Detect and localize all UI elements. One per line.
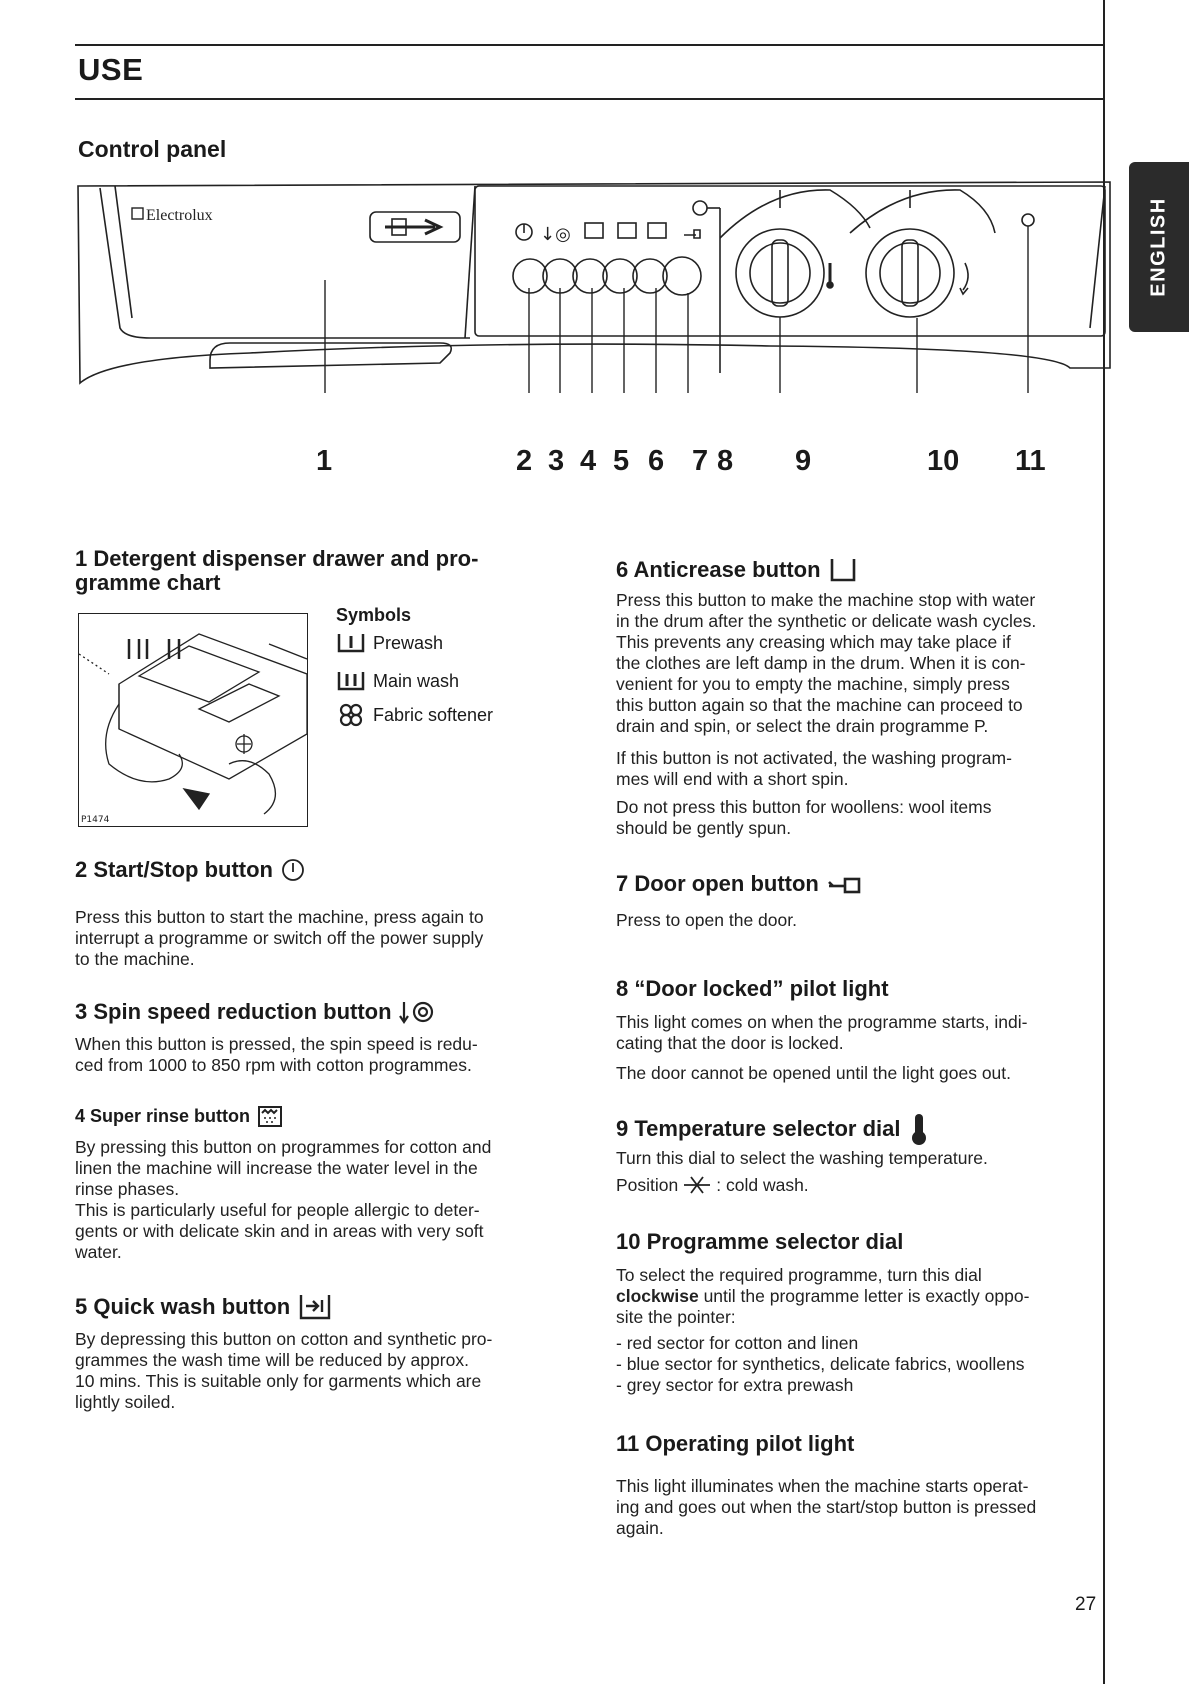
list-item: - grey sector for extra prewash xyxy=(616,1375,854,1395)
language-tab xyxy=(1129,162,1189,332)
quick-wash-icon xyxy=(298,1293,332,1321)
section-4-title: 4 Super rinse button xyxy=(75,1103,560,1129)
section-6-text-3: Do not press this button for woollens: wool items should be gently spun. xyxy=(616,797,992,838)
section-7-text: Press to open the door. xyxy=(616,910,797,930)
symbol-prewash: Prewash xyxy=(336,632,443,654)
section-8-text-2: The door cannot be opened until the light goes out. xyxy=(616,1063,1012,1083)
title-rule xyxy=(75,98,1105,100)
section-6-text: Press this button to make the machine stop with water in the drum after the synthetic or delicate wash cycles. This prevents any creasing which may take place if the clothes are left damp in the drum. When it is con- venient for you to empty the machine, simply press this button again so that the machine can proceed to drain and spin, or select the drain programme P. xyxy=(616,590,1037,736)
section-9-position: Position : cold wash. xyxy=(616,1174,809,1195)
symbol-fabric-softener: Fabric softener xyxy=(336,703,493,727)
main-wash-icon xyxy=(336,670,366,692)
callout-7: 7 xyxy=(692,445,709,477)
prewash-icon xyxy=(336,632,366,654)
callout-1: 1 xyxy=(316,445,333,477)
callout-11: 11 xyxy=(1015,445,1046,477)
callout-10: 10 xyxy=(927,445,960,477)
callout-5: 5 xyxy=(613,445,630,477)
language-tab-label: ENGLISH xyxy=(1147,197,1170,297)
callout-4: 4 xyxy=(580,445,597,477)
section-11-text: This light illuminates when the machine starts operat- ing and goes out when the start/stop button is pressed again. xyxy=(616,1476,1037,1538)
section-10-text: To select the required programme, turn this dial clockwise until the programme letter is exactly oppo- site the pointer: - red sector for cotton and linen - blue sector for synthetics, delicate fabrics, woollens - grey sector for extra prewash xyxy=(616,1265,1100,1396)
brand-text: Electrolux xyxy=(146,207,213,224)
section-3-text: When this button is pressed, the spin speed is redu- ced from 1000 to 850 rpm with cotton programmes. xyxy=(75,1034,478,1075)
section-11-title: 11 Operating pilot light xyxy=(616,1431,855,1456)
symbol-main-wash: Main wash xyxy=(336,670,459,692)
section-5-title: 5 Quick wash button xyxy=(75,1293,560,1321)
fabric-softener-icon xyxy=(336,703,366,727)
section-10-title: 10 Programme selector dial xyxy=(616,1229,904,1254)
page-number: 27 xyxy=(1075,1594,1097,1615)
illustration-code: P1474 xyxy=(81,815,110,825)
callout-6: 6 xyxy=(648,445,665,477)
thermometer-icon xyxy=(909,1112,929,1146)
svg-text:↓◎: ↓◎ xyxy=(540,224,571,245)
section-9-title: 9 Temperature selector dial xyxy=(616,1112,1100,1146)
cold-wash-icon xyxy=(682,1174,712,1196)
page-title: USE xyxy=(78,52,144,87)
symbols-title: Symbols xyxy=(336,605,412,625)
section-5-text: By depressing this button on cotton and synthetic pro- grammes the wash time will be reduced by approx. 10 mins. This is suitable only for garments which are lightly soiled. xyxy=(75,1329,493,1412)
callout-9: 9 xyxy=(795,445,812,477)
dispenser-drawer-illustration xyxy=(78,613,308,827)
list-item: - red sector for cotton and linen xyxy=(616,1333,859,1353)
section-8-title: 8 “Door locked” pilot light xyxy=(616,976,889,1001)
section-2-title: 2 Start/Stop button xyxy=(75,858,560,882)
section-heading-control-panel: Control panel xyxy=(78,136,227,162)
callout-3: 3 xyxy=(548,445,565,477)
callout-8: 8 xyxy=(717,445,734,477)
top-rule xyxy=(75,44,1105,46)
spin-reduction-icon xyxy=(398,999,436,1025)
section-6-text-2: If this button is not activated, the washing program- mes will end with a short spin. xyxy=(616,748,1012,789)
list-item: - blue sector for synthetics, delicate fabrics, woollens xyxy=(616,1354,1025,1374)
start-stop-icon xyxy=(281,858,305,882)
section-1-title: 1 Detergent dispenser drawer and pro- gramme chart xyxy=(75,546,479,595)
control-panel-illustration xyxy=(70,178,1115,393)
section-7-title: 7 Door open button xyxy=(616,872,1100,896)
section-9-text: Turn this dial to select the washing temperature. xyxy=(616,1148,988,1168)
section-2-text: Press this button to start the machine, press again to interrupt a programme or switch off the power supply to the machine. xyxy=(75,907,484,969)
callout-2: 2 xyxy=(516,445,533,477)
section-3-title: 3 Spin speed reduction button xyxy=(75,999,560,1025)
anticrease-icon xyxy=(829,557,857,583)
super-rinse-icon xyxy=(256,1103,284,1129)
section-8-text: This light comes on when the programme starts, indi- cating that the door is locked. xyxy=(616,1012,1028,1053)
door-open-icon xyxy=(827,873,863,895)
section-4-text: By pressing this button on programmes for cotton and linen the machine will increase the water level in the rinse phases. This is particularly useful for people allergic to deter- gents or with delicate skin and in areas with very soft water. xyxy=(75,1137,492,1262)
section-6-title: 6 Anticrease button xyxy=(616,557,1100,583)
